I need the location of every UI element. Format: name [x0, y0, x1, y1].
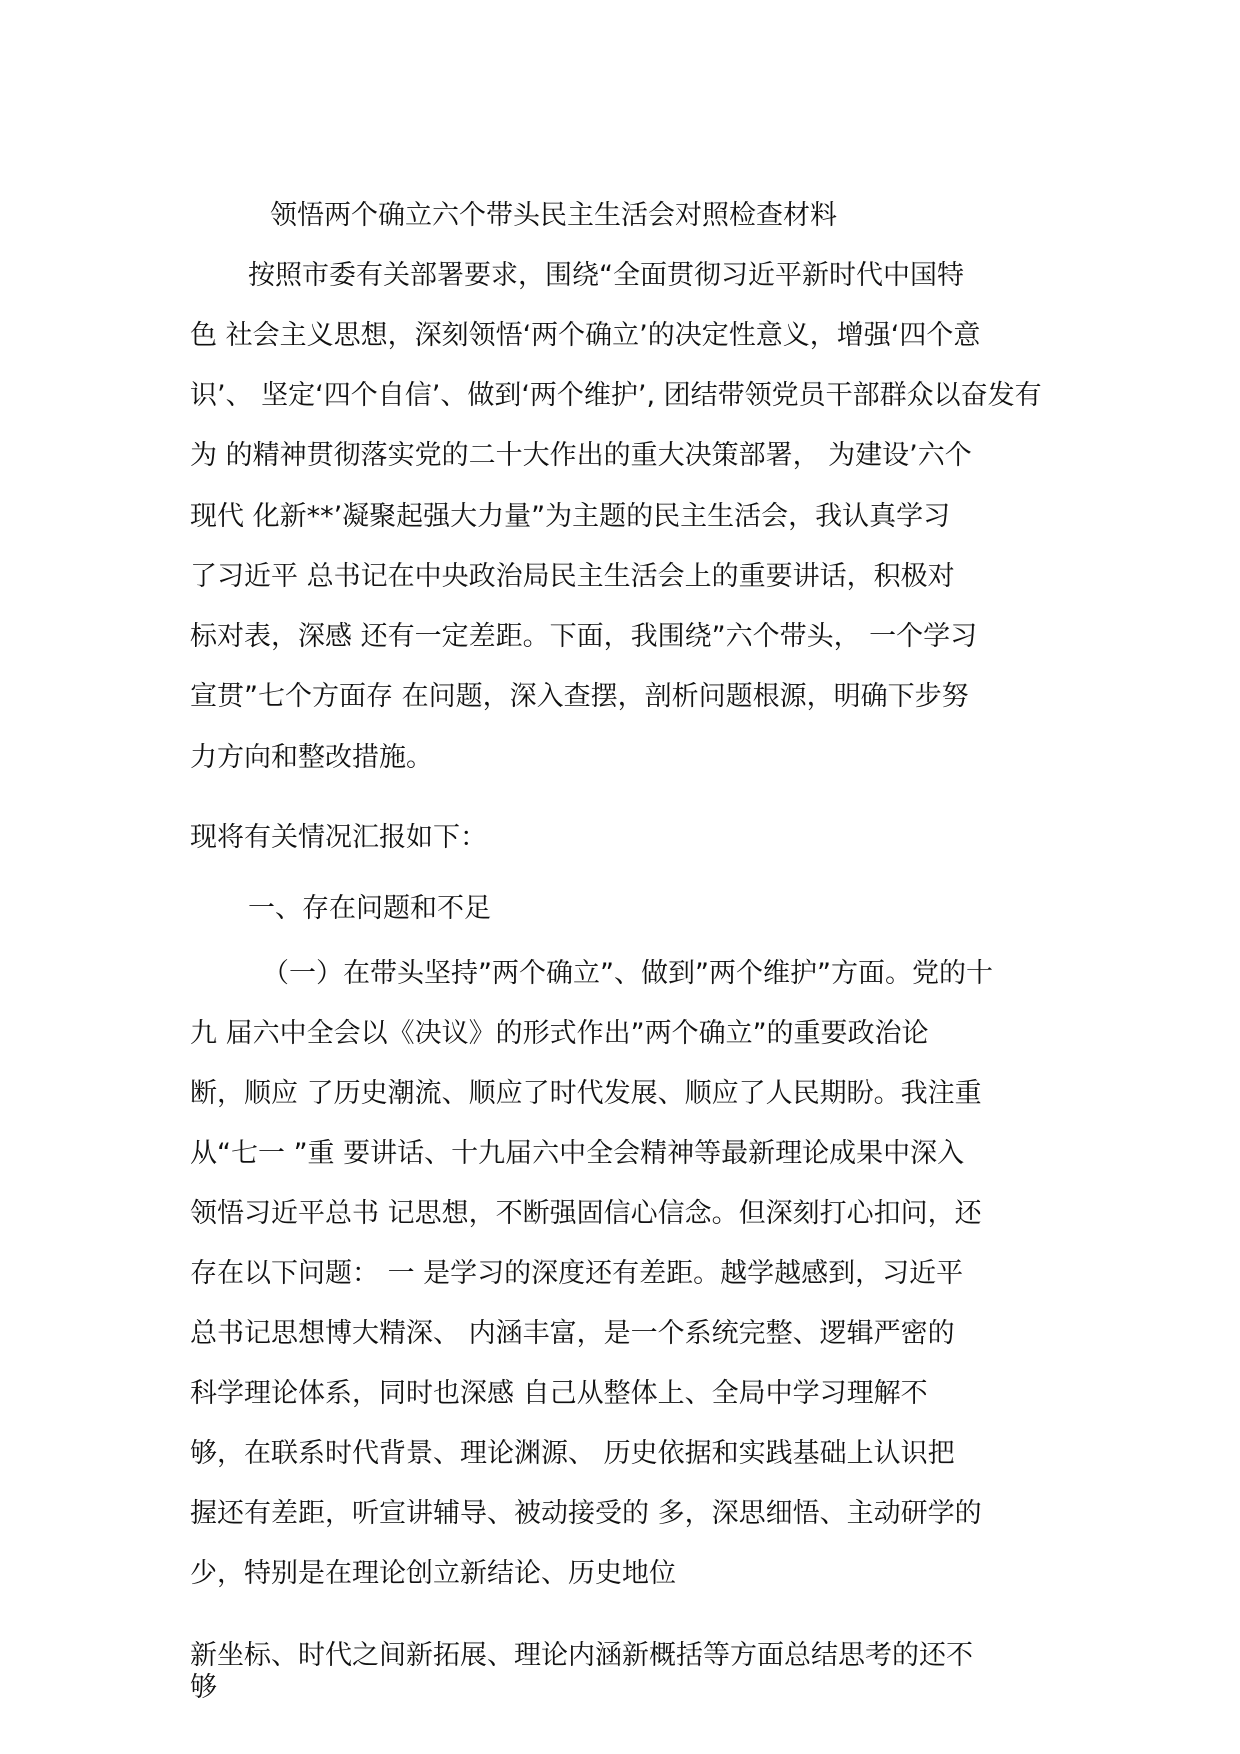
paragraph-line: 总书记思想博大精深、 内涵丰富，是一个系统完整、逻辑严密的 — [190, 1318, 955, 1349]
paragraph-line: 现代 化新**’凝聚起强大力量”为主题的民主生活会，我认真学习 — [190, 501, 951, 532]
paragraph-line: 领悟习近平总书 记思想，不断强固信心信念。但深刻打心扣问，还 — [190, 1198, 982, 1229]
paragraph-line: （一）在带头坚持”两个确立”、做到”两个维护”方面。党的十 — [262, 958, 993, 989]
paragraph-line: 握还有差距，听宣讲辅导、被动接受的 多，深思细悟、主动研学的 — [190, 1498, 982, 1529]
paragraph-line: 科学理论体系，同时也深感 自己从整体上、全局中学习理解不 — [190, 1378, 928, 1409]
paragraph-line: 够 — [190, 1672, 217, 1703]
section-heading: 一、存在问题和不足 — [248, 893, 491, 924]
paragraph-line: 断，顺应 了历史潮流、顺应了时代发展、顺应了人民期盼。我注重 — [190, 1078, 982, 1109]
paragraph-line: 九 届六中全会以《决议》的形式作出”两个确立”的重要政治论 — [190, 1018, 929, 1049]
report-line: 现将有关情况汇报如下： — [190, 822, 487, 853]
paragraph-line: 按照市委有关部署要求，围绕“全面贯彻习近平新时代中国特 — [248, 260, 964, 291]
paragraph-line: 新坐标、时代之间新拓展、理论内涵新概括等方面总结思考的还不 — [190, 1640, 973, 1671]
paragraph-line: 从“七一 ”重 要讲话、十九届六中全会精神等最新理论成果中深入 — [190, 1138, 965, 1169]
document-title: 领悟两个确立六个带头民主生活会对照检查材料 — [270, 200, 837, 231]
paragraph-line: 色 社会主义思想，深刻领悟‘两个确立’的决定性意义，增强‘四个意 — [190, 320, 981, 351]
paragraph-line: 标对表，深感 还有一定差距。下面，我围绕”六个带头， 一个学习 — [190, 621, 978, 652]
paragraph-line: 了习近平 总书记在中央政治局民主生活会上的重要讲话，积极对 — [190, 561, 955, 592]
paragraph-line: 够，在联系时代背景、理论渊源、 历史依据和实践基础上认识把 — [190, 1438, 955, 1469]
paragraph-line: 存在以下问题： 一 是学习的深度还有差距。越学越感到，习近平 — [190, 1258, 964, 1289]
paragraph-line: 力方向和整改措施。 — [190, 742, 433, 773]
paragraph-line: 少，特别是在理论创立新结论、历史地位 — [190, 1558, 676, 1589]
paragraph-line: 宣贯”七个方面存 在问题，深入查摆，剖析问题根源，明确下步努 — [190, 681, 969, 712]
paragraph-line: 识’、 坚定‘四个自信’、做到‘两个维护’, 团结带领党员干部群众以奋发有 — [190, 380, 1042, 411]
paragraph-line: 为 的精神贯彻落实党的二十大作出的重大决策部署， 为建设’六个 — [190, 440, 972, 471]
